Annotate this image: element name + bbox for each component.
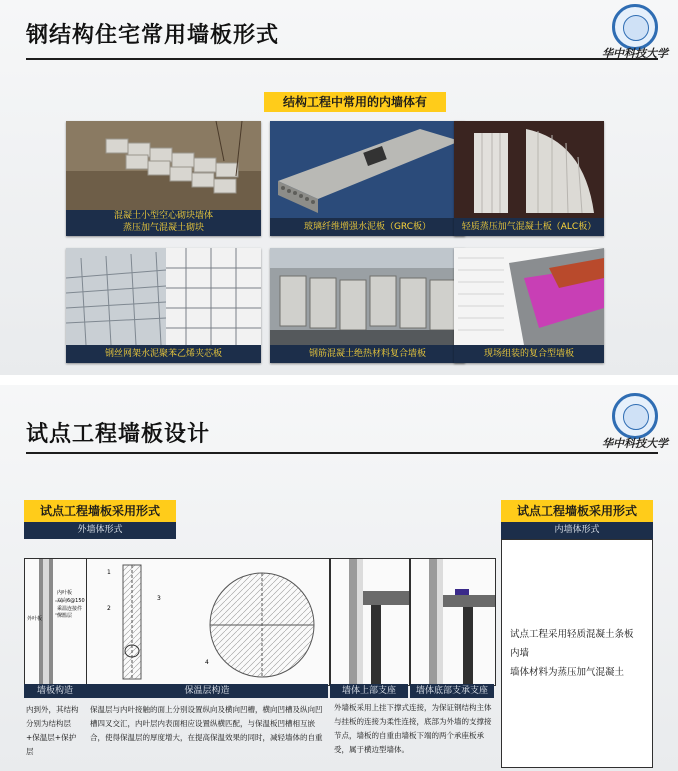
- label-wall-construction: 墙板构造: [24, 684, 86, 698]
- tile-caption-1: 混凝土小型空心砌块墙体 蒸压加气混凝土砌块: [113, 211, 213, 233]
- exterior-form-subheader: 外墙体形式: [24, 522, 176, 539]
- slide-pilot-wall-design: [0, 385, 678, 771]
- insulation-layer-diagram: 1 2 3 4: [86, 558, 330, 686]
- exterior-form-banner: 试点工程墙板采用形式: [24, 500, 176, 522]
- tile-caption-3: 轻质蒸压加气混凝土板（ALC板）: [461, 222, 597, 232]
- university-name: 华中科技大学: [602, 437, 668, 450]
- university-logo-icon: [612, 4, 658, 50]
- university-name: 华中科技大学: [602, 47, 668, 60]
- interior-form-banner: 试点工程墙板采用形式: [501, 500, 653, 522]
- tile-alc-board: [454, 121, 604, 236]
- slide-separator: [0, 375, 678, 385]
- slide-wall-types: [0, 0, 678, 375]
- title-rule: [26, 452, 658, 454]
- interior-form-text: 试点工程采用轻质混凝土条板 内墙 墙体材料为蒸压加气混凝土: [510, 629, 634, 678]
- rc-composite-panel-photo: [270, 248, 465, 345]
- insulation-description: 保温层与内叶接触的面上分别设置纵向及横向凹槽，横向凹槽及纵向凹槽四叉交汇，内叶层内表面相应设置纵横匹配，与保温板凹槽相互嵌合，使得保温层的厚度增大，在提高保温效果的同时，减轻墙体的自重: [90, 705, 323, 742]
- tile-rc-insulation-composite: [270, 248, 465, 363]
- composite-wall-diagram: [454, 248, 604, 345]
- tile-caption-4: 钢丝网架水泥聚苯乙烯夹芯板: [104, 349, 222, 359]
- bottom-support-diagram: [410, 558, 496, 686]
- support-description: 外墙板采用上挂下撑式连接，为保证钢结构主体与挂板的连接为柔性连接，底部为外墙的支撑接节点，墙板的自重由墙板下端的两个承座板承受，属于横边型墙体。: [334, 703, 492, 754]
- concrete-block-photo: [66, 121, 261, 210]
- steel-mesh-panel-photo: [66, 248, 261, 345]
- inner-wall-banner: 结构工程中常用的内墙体有: [264, 92, 446, 112]
- label-bottom-support: 墙体底部支承支座: [410, 684, 494, 698]
- tile-caption-2: 玻璃纤维增强水泥板（GRC板）: [303, 222, 432, 232]
- tile-concrete-block: [66, 121, 261, 236]
- tile-caption-5: 钢筋混凝土绝热材料复合墙板: [308, 349, 426, 359]
- grc-board-photo: [270, 121, 465, 218]
- wall-construction-diagram: 外叶板 内叶板 双向6@150 保温层 乘温连接件: [24, 558, 88, 686]
- tile-steel-mesh-sandwich: [66, 248, 261, 363]
- label-insulation-construction: 保温层构造: [86, 684, 328, 698]
- tile-caption-6: 现场组装的复合型墙板: [483, 349, 574, 359]
- label-top-support: 墙体上部支座: [330, 684, 408, 698]
- tile-site-assembled-composite: [454, 248, 604, 363]
- interior-form-subheader: 内墙体形式: [501, 522, 653, 539]
- slide2-title: 试点工程墙板设计: [26, 421, 211, 447]
- tile-grc-board: [270, 121, 465, 236]
- top-support-diagram: [330, 558, 410, 686]
- university-logo-icon: [612, 393, 658, 439]
- alc-board-photo: [454, 121, 604, 218]
- slide1-title: 钢结构住宅常用墙板形式: [26, 22, 280, 48]
- title-rule: [26, 58, 658, 60]
- wall-construction-description: 内到外，其结构分别为结构层+保温层+保护层: [26, 705, 79, 756]
